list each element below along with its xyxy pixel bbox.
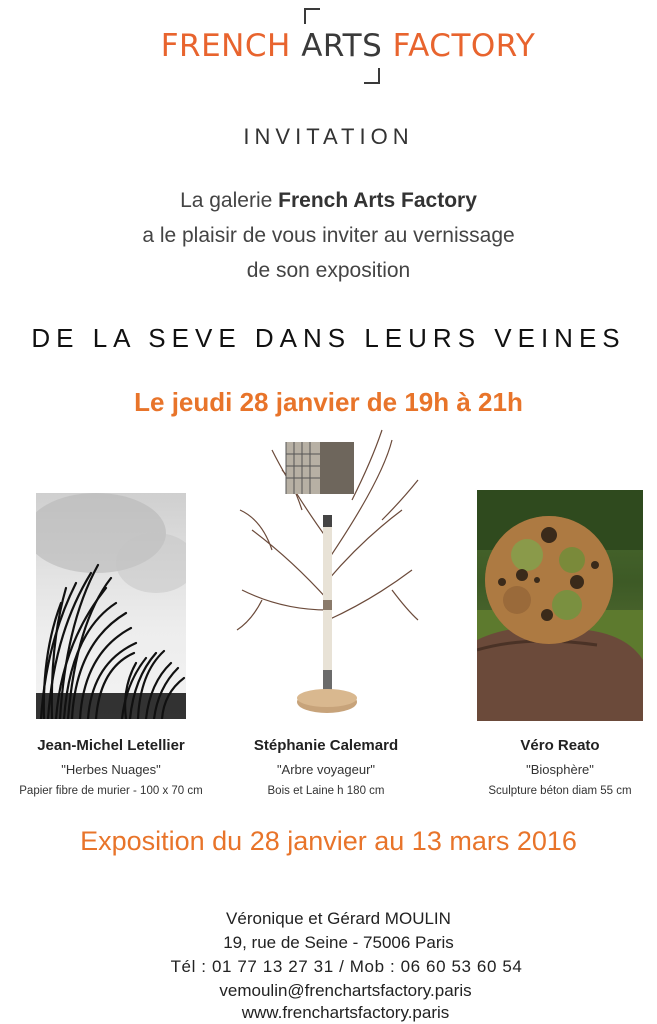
intro-line-3: de son exposition (246, 259, 411, 282)
artist-caption-calemard (226, 737, 426, 797)
exhibition-title: DE LA SEVE DANS LEURS VEINES (31, 323, 626, 353)
artist-name: Jean-Michel Letellier (37, 737, 185, 754)
artwork-title: "Biosphère" (526, 762, 594, 777)
artwork-title: "Arbre voyageur" (276, 762, 376, 777)
gallery-name: French Arts Factory (278, 189, 477, 212)
logo-word-french: FRENCH (160, 28, 302, 64)
artist-caption-letellier (6, 737, 216, 797)
intro-line-1 (0, 183, 657, 218)
contact-name: Véronique et Gérard MOULIN (226, 909, 451, 928)
vernissage-date: Le jeudi 28 janvier de 19h à 21h (134, 387, 523, 417)
logo-bracket-top-left (304, 8, 320, 24)
contact-phones: Tél : 01 77 13 27 31 / Mob : 06 60 53 60 54 (170, 957, 523, 976)
artwork-arbre-voyageur-image (232, 420, 420, 725)
contact-website-link[interactable]: www.frenchartsfactory.paris (241, 1003, 450, 1022)
contact-address: 19, rue de Seine - 75006 Paris (223, 933, 454, 952)
contact-email-link[interactable]: vemoulin@frenchartsfactory.paris (219, 981, 472, 1000)
artwork-biosphere-image (477, 490, 643, 721)
intro-text (0, 183, 657, 288)
logo-word-factory: FACTORY (382, 28, 536, 64)
logo-word-arts: ARTS (301, 28, 383, 64)
artist-name: Stéphanie Calemard (253, 737, 399, 754)
logo-bracket-bottom-right (364, 68, 380, 84)
artwork-description: Bois et Laine h 180 cm (267, 785, 385, 797)
artwork-title: "Herbes Nuages" (61, 762, 161, 777)
logo-text (148, 28, 548, 64)
intro-prefix: La galerie (180, 189, 279, 212)
artist-caption-reato (470, 737, 650, 797)
invitation-heading: INVITATION (243, 124, 414, 149)
artist-name: Véro Reato (520, 737, 600, 754)
artwork-description: Papier fibre de murier - 100 x 70 cm (19, 785, 203, 797)
intro-line-2: a le plaisir de vous inviter au vernissage (142, 224, 515, 247)
artwork-description: Sculpture béton diam 55 cm (488, 785, 632, 797)
artwork-herbes-nuages-image (36, 493, 186, 719)
exhibition-dates: Exposition du 28 janvier au 13 mars 2016 (80, 826, 577, 856)
gallery-logo (148, 6, 548, 82)
